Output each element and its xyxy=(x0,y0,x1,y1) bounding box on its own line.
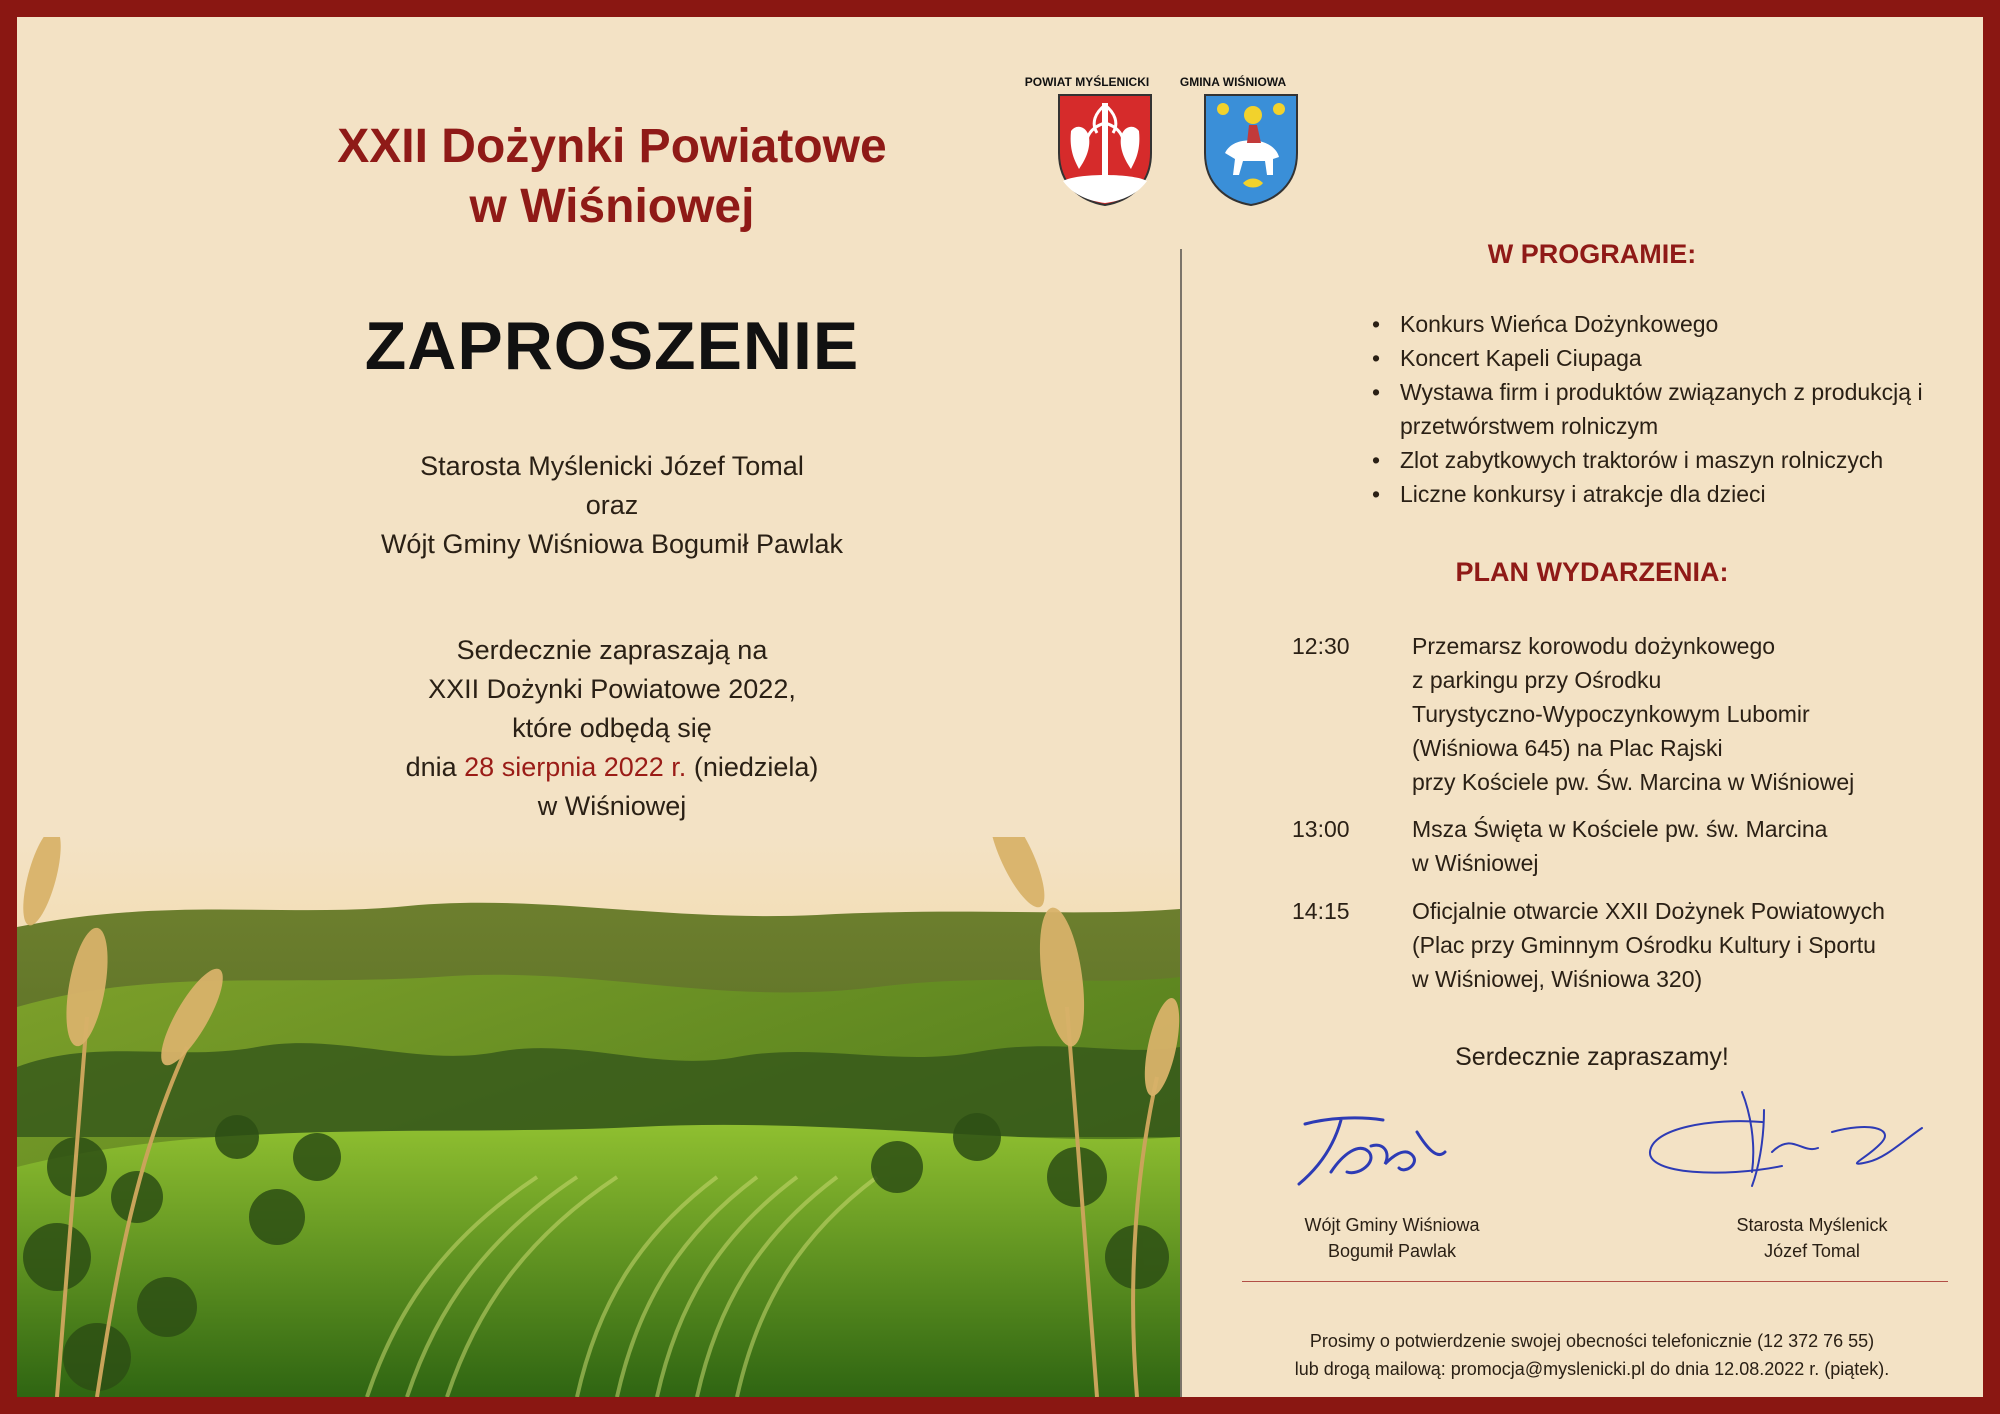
wojt-signature-caption: Wójt Gminy Wiśniowa Bogumił Pawlak xyxy=(1304,1215,1480,1261)
plan-title: PLAN WYDARZENIA: xyxy=(1455,557,1729,587)
event-date: 28 sierpnia 2022 r. xyxy=(464,752,687,782)
plan-time: 14:15 xyxy=(1292,898,1350,924)
invite-line5: w Wiśniowej xyxy=(537,791,687,821)
tree-line xyxy=(17,1043,1180,1137)
invite-line1: Serdecznie zapraszają na xyxy=(456,635,768,665)
program-item: • Liczne konkursy i atrakcje dla dzieci xyxy=(1372,477,1972,511)
invitation-heading: ZAPROSZENIE xyxy=(364,308,860,384)
program-title: W PROGRAMIE: xyxy=(1487,239,1697,269)
program-item: • Koncert Kapeli Ciupaga xyxy=(1372,341,1972,375)
plan-description: Przemarsz korowodu dożynkowego z parkingu przy Ośrodku Turystyczno-Wypoczynkowym Lubomir (Wiśniowa 645) na Plac Rajski przy Kościele pw. Św. Marcina w Wiśniowej xyxy=(1412,633,1855,795)
crest-area xyxy=(1017,57,1337,247)
column-divider xyxy=(1180,249,1182,1397)
plan-description: Oficjalnie otwarcie XXII Dożynek Powiatowych (Plac przy Gminnym Ośrodku Kultury i Sportu w Wiśniowej, Wiśniowa 320) xyxy=(1412,898,1885,992)
host-conjunction: oraz xyxy=(585,490,639,520)
invite-line3: które odbędą się xyxy=(512,713,712,743)
event-title-line1: XXII Dożynki Powiatowe xyxy=(337,120,887,173)
rsvp-line1: Prosimy o potwierdzenie swojej obecności telefonicznie (12 372 76 55) xyxy=(1309,1331,1875,1351)
starosta-signature-caption: Starosta Myślenick Józef Tomal xyxy=(1736,1215,1888,1261)
invite-text xyxy=(167,631,1057,826)
program-item: • Konkurs Wieńca Dożynkowego xyxy=(1372,307,1972,341)
closing-greeting: Serdecznie zapraszamy! xyxy=(1455,1043,1729,1071)
rsvp-note xyxy=(1202,1327,1982,1383)
date-prefix: dnia xyxy=(405,752,457,782)
plan-time: 13:00 xyxy=(1292,816,1350,842)
program-item: • Zlot zabytkowych traktorów i maszyn rolniczych xyxy=(1372,443,1972,477)
invite-date-line xyxy=(167,748,1057,787)
host-wojt: Wójt Gminy Wiśniowa Bogumił Pawlak xyxy=(380,529,844,559)
hosts-block xyxy=(167,447,1057,564)
event-title-line2: w Wiśniowej xyxy=(469,180,755,233)
landscape-illustration xyxy=(17,837,1180,1397)
event-title xyxy=(167,117,1057,237)
gmina-crest-label: GMINA WIŚNIOWA xyxy=(1179,75,1287,89)
program-list xyxy=(1372,307,1972,511)
host-starosta: Starosta Myślenicki Józef Tomal xyxy=(420,451,804,481)
front-field xyxy=(17,1125,1180,1397)
starosta-signature-icon xyxy=(1632,1082,1932,1192)
rsvp-line2: lub drogą mailową: promocja@myslenicki.pl do dnia 12.08.2022 r. (piątek). xyxy=(1294,1359,1890,1379)
date-suffix: (niedziela) xyxy=(693,752,819,782)
powiat-crest-icon xyxy=(1057,93,1153,207)
powiat-crest-label: POWIAT MYŚLENICKI xyxy=(1024,75,1150,89)
plan-description: Msza Święta w Kościele pw. św. Marcina w Wiśniowej xyxy=(1412,816,1828,876)
program-item: • Wystawa firm i produktów związanych z produkcją i przetwórstwem rolniczym xyxy=(1372,375,1972,443)
gmina-crest-icon xyxy=(1203,93,1299,207)
footer-rule xyxy=(1242,1281,1948,1282)
wojt-signature-icon xyxy=(1287,1112,1457,1192)
invitation-page xyxy=(17,17,1983,1397)
plan-time: 12:30 xyxy=(1292,633,1350,659)
invite-line2: XXII Dożynki Powiatowe 2022, xyxy=(428,674,796,704)
